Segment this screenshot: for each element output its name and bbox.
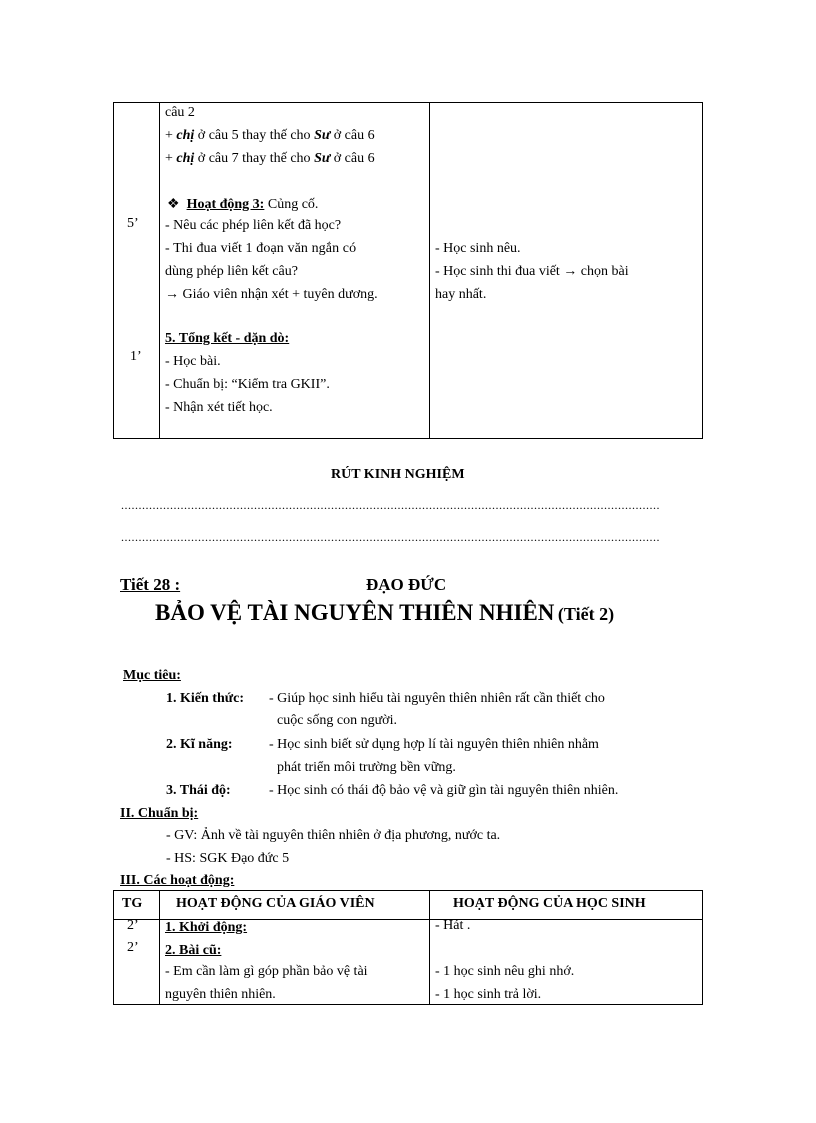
lesson-number: Tiết 28 : bbox=[120, 575, 181, 594]
chuan-bi-heading: II. Chuẩn bị: bbox=[120, 806, 199, 821]
objective-label: 2. Kĩ năng: bbox=[166, 737, 233, 752]
section5-item: - Chuẩn bị: “Kiểm tra GKII”. bbox=[165, 377, 330, 392]
diamond-bullet-icon: ❖ bbox=[167, 197, 180, 212]
objective-text: - Học sinh biết sử dụng hợp lí tài nguyên thiên nhiên nhằm bbox=[269, 737, 599, 752]
column-header-student: HOẠT ĐỘNG CỦA HỌC SINH bbox=[453, 896, 646, 911]
subject-title: ĐẠO ĐỨC bbox=[366, 575, 447, 594]
objective-text: cuộc sống con người. bbox=[277, 713, 397, 728]
section5-item: - Nhận xét tiết học. bbox=[165, 400, 273, 415]
objective-label: 1. Kiến thức: bbox=[166, 691, 245, 706]
student-line: - 1 học sinh nêu ghi nhớ. bbox=[435, 964, 575, 979]
column-header-teacher: HOẠT ĐỘNG CỦA GIÁO VIÊN bbox=[176, 896, 375, 911]
teacher-line: + chị ở câu 7 thay thế cho Sư ở câu 6 bbox=[165, 151, 375, 166]
teacher-item-bai-cu: 2. Bài cũ: bbox=[165, 943, 222, 958]
objective-text: phát triển môi trường bền vững. bbox=[277, 760, 456, 775]
time-cell: 2’ bbox=[127, 918, 139, 933]
activity3-item: - Thi đua viết 1 đoạn văn ngắn có bbox=[165, 241, 357, 256]
student-line: - Học sinh thi đua viết → chọn bài bbox=[435, 264, 629, 279]
dotted-line: .......................................................................................................................................................... bbox=[121, 498, 660, 512]
teacher-line: nguyên thiên nhiên. bbox=[165, 987, 276, 1002]
objective-label: 3. Thái độ: bbox=[166, 783, 231, 798]
student-line: - 1 học sinh trả lời. bbox=[435, 987, 542, 1002]
teacher-item-khoi-dong: 1. Khởi động: bbox=[165, 920, 248, 935]
student-line: - Hát . bbox=[435, 918, 471, 933]
student-line: - Học sinh nêu. bbox=[435, 241, 521, 256]
objective-text: - Học sinh có thái độ bảo vệ và giữ gìn tài nguyên thiên nhiên. bbox=[269, 783, 619, 798]
activity3-item: → Giáo viên nhận xét + tuyên dương. bbox=[165, 287, 378, 302]
time-cell-5: 5’ bbox=[127, 216, 139, 231]
activity3-item: dùng phép liên kết câu? bbox=[165, 264, 298, 279]
lesson-title: BẢO VỆ TÀI NGUYÊN THIÊN NHIÊN (Tiết 2) bbox=[155, 600, 615, 625]
column-header-tg: TG bbox=[122, 896, 143, 911]
teacher-line: + chị ở câu 5 thay thế cho Sư ở câu 6 bbox=[165, 128, 375, 143]
teacher-line: - Em cần làm gì góp phần bảo vệ tài bbox=[165, 964, 368, 979]
preparation-item: - HS: SGK Đạo đức 5 bbox=[166, 851, 290, 866]
teacher-line: câu 2 bbox=[165, 105, 195, 120]
preparation-item: - GV: Ảnh về tài nguyên thiên nhiên ở địa phương, nước ta. bbox=[166, 828, 501, 843]
section5-item: - Học bài. bbox=[165, 354, 221, 369]
time-cell-1: 1’ bbox=[130, 349, 142, 364]
activity3-item: - Nêu các phép liên kết đã học? bbox=[165, 218, 342, 233]
section5-heading: 5. Tổng kết - dặn dò: bbox=[165, 331, 290, 346]
activity3-heading: ❖ Hoạt động 3: Củng cố. bbox=[167, 197, 319, 212]
time-cell: 2’ bbox=[127, 940, 139, 955]
muc-tieu-heading: Mục tiêu: bbox=[123, 668, 181, 683]
rut-kinh-nghiem-heading: RÚT KINH NGHIỆM bbox=[331, 467, 465, 482]
dotted-line: .......................................................................................................................................................... bbox=[121, 530, 660, 544]
hoat-dong-heading: III. Các hoạt động: bbox=[120, 873, 235, 888]
objective-text: - Giúp học sinh hiểu tài nguyên thiên nhiên rất cần thiết cho bbox=[269, 691, 605, 706]
student-line: hay nhất. bbox=[435, 287, 487, 302]
